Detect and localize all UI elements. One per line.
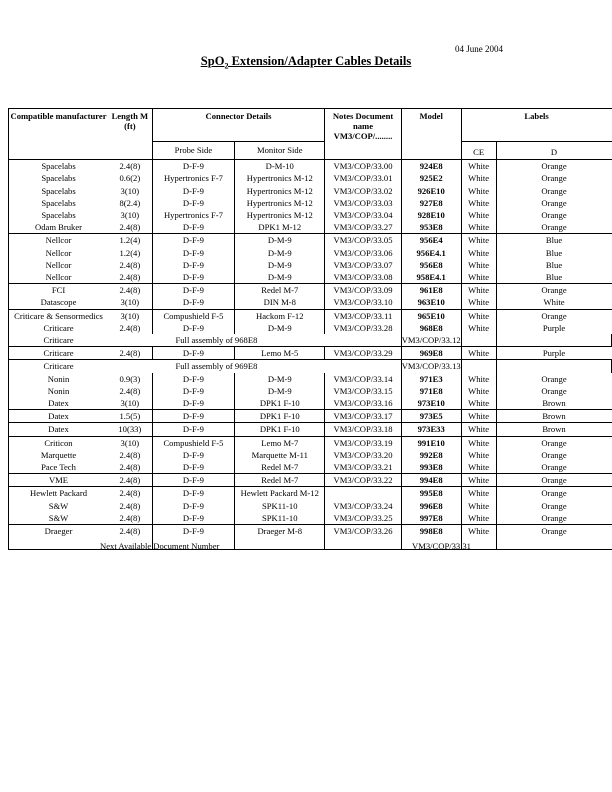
- table-row: [9, 385, 612, 397]
- d-label-cell: Orange: [496, 172, 611, 184]
- manufacturer-cell: Criticare: [9, 322, 109, 334]
- document-name-cell: VM3/COP/33.03: [325, 197, 401, 209]
- ce-label-cell: White: [461, 423, 496, 436]
- monitor-side-cell: Hewlett Packard M-12: [235, 487, 325, 500]
- probe-side-cell: Hypertronics F-7: [152, 172, 234, 184]
- manufacturer-cell: Criticare: [9, 334, 109, 347]
- document-date: 04 June 2004: [455, 44, 503, 54]
- ce-label-cell: White: [461, 271, 496, 284]
- length-cell: 2.4(8): [119, 322, 141, 333]
- monitor-side-cell: SPK11-10: [235, 500, 325, 512]
- ce-label-cell: White: [461, 436, 496, 449]
- monitor-side-cell: Redel M-7: [235, 461, 325, 474]
- footer-next-document-number: VM3/COP/33.31: [412, 541, 471, 551]
- length-cell: 2.4(8): [119, 272, 141, 283]
- model-cell: 971E8: [401, 385, 461, 397]
- model-cell: 998E8: [401, 525, 461, 538]
- manufacturer-cell: S&W: [9, 512, 109, 525]
- model-cell: 961E8: [401, 284, 461, 297]
- manufacturer-cell: Datex: [9, 397, 109, 410]
- monitor-side-cell: D-M-9: [235, 385, 325, 397]
- length-cell: 2.4(8): [119, 385, 141, 396]
- document-name-cell: VM3/COP/33.27: [325, 221, 401, 234]
- monitor-side-cell: Redel M-7: [235, 474, 325, 487]
- header-ce: CE: [461, 142, 496, 160]
- d-label-cell: Orange: [496, 373, 611, 385]
- header-probe-side: Probe Side: [152, 142, 234, 160]
- header-connector-details: Connector Details: [152, 109, 325, 142]
- ce-label-cell: White: [461, 373, 496, 385]
- manufacturer-cell: Datascope: [9, 296, 109, 309]
- length-cell: 8(2.4): [119, 197, 141, 208]
- monitor-side-cell: DPK1 F-10: [235, 397, 325, 410]
- model-cell: 956E4.1: [401, 247, 461, 259]
- table-row: [9, 334, 612, 347]
- ce-label-cell: [496, 360, 611, 373]
- ce-label-cell: White: [461, 284, 496, 297]
- manufacturer-cell: Nellcor: [9, 247, 109, 259]
- monitor-side-cell: D-M-9: [235, 247, 325, 259]
- probe-side-cell: D-F-9: [152, 322, 234, 334]
- ce-label-cell: White: [461, 410, 496, 423]
- table-row: [9, 322, 612, 334]
- ce-label-cell: White: [461, 221, 496, 234]
- manufacturer-cell: S&W: [9, 500, 109, 512]
- length-cell: 1.5(5): [108, 410, 152, 423]
- document-name-cell: VM3/COP/33.14: [325, 373, 401, 385]
- d-label-cell: Orange: [496, 487, 611, 500]
- d-label-cell: Purple: [496, 347, 611, 360]
- manufacturer-cell: Spacelabs: [9, 172, 109, 184]
- document-name-cell: VM3/COP/33.22: [325, 474, 401, 487]
- probe-side-cell: D-F-9: [152, 221, 234, 234]
- probe-side-cell: D-F-9: [152, 410, 234, 423]
- ce-label-cell: White: [461, 185, 496, 197]
- model-cell: 993E8: [401, 461, 461, 474]
- ce-label-cell: White: [461, 385, 496, 397]
- ce-label-cell: White: [461, 247, 496, 259]
- ce-label-cell: White: [461, 309, 496, 322]
- manufacturer-cell: Hewlett Packard: [9, 487, 109, 500]
- manufacturer-cell: Marquette: [9, 449, 109, 461]
- d-label-cell: Purple: [496, 322, 611, 334]
- probe-side-cell: D-F-9: [152, 487, 234, 500]
- length-cell: 1.2(4): [108, 234, 152, 247]
- d-label-cell: Blue: [496, 247, 611, 259]
- probe-side-cell: D-F-9: [152, 525, 234, 538]
- ce-label-cell: White: [461, 197, 496, 209]
- model-cell: 956E4: [401, 234, 461, 247]
- header-labels: Labels: [461, 109, 611, 142]
- document-name-cell: VM3/COP/33.04: [325, 209, 401, 221]
- table-row: [9, 449, 612, 461]
- model-cell: 956E8: [401, 259, 461, 271]
- model-cell: 973E5: [401, 410, 461, 423]
- monitor-side-cell: D-M-10: [235, 160, 325, 173]
- page-title: [0, 54, 612, 71]
- ce-label-cell: White: [461, 296, 496, 309]
- document-name-cell: VM3/COP/33.11: [325, 309, 401, 322]
- monitor-spacer-cell: [325, 360, 401, 373]
- table-row: [9, 461, 612, 474]
- length-cell: 1.2(4): [119, 247, 141, 258]
- length-cell: 10(33): [108, 423, 152, 436]
- model-cell: 996E8: [401, 500, 461, 512]
- ce-label-cell: White: [461, 487, 496, 500]
- probe-side-cell: Compushield F-5: [152, 436, 234, 449]
- document-name-cell: VM3/COP/33.29: [325, 347, 401, 360]
- probe-side-cell: D-F-9: [152, 284, 234, 297]
- table-row: [9, 247, 612, 259]
- length-cell: 2.4(8): [108, 487, 152, 500]
- monitor-side-cell: Redel M-7: [235, 284, 325, 297]
- probe-side-cell: Compushield F-5: [152, 309, 234, 322]
- probe-side-cell: D-F-9: [152, 461, 234, 474]
- document-name-cell: VM3/COP/33.19: [325, 436, 401, 449]
- manufacturer-cell: Pace Tech: [9, 461, 109, 474]
- header-notes: Notes Document name VM3/COP/........: [325, 109, 401, 160]
- table-row: [9, 360, 612, 373]
- d-label-cell: White: [496, 296, 611, 309]
- d-label-cell: Orange: [496, 160, 611, 173]
- table-row: [9, 172, 612, 184]
- d-label-cell: Brown: [496, 397, 611, 410]
- length-cell: 2.4(8): [108, 160, 152, 173]
- document-name-cell: VM3/COP/33.10: [325, 296, 401, 309]
- document-name-cell: VM3/COP/33.20: [325, 449, 401, 461]
- monitor-side-cell: Lemo M-5: [235, 347, 325, 360]
- header-d: D: [496, 142, 611, 160]
- monitor-side-cell: Hypertronics M-12: [235, 209, 325, 221]
- model-cell: 965E10: [401, 309, 461, 322]
- length-cell: 3(10): [120, 398, 140, 409]
- table-row: [9, 209, 612, 221]
- ce-label-cell: White: [461, 525, 496, 538]
- spacer-cell: [9, 537, 109, 550]
- length-cell: 2.4(8): [119, 222, 141, 233]
- table-row: [9, 410, 612, 423]
- probe-side-cell: D-F-9: [152, 259, 234, 271]
- assembly-note-cell: Full assembly of 968E8: [175, 335, 258, 346]
- model-cell: [461, 334, 496, 347]
- length-cell: 2.4(8): [108, 474, 152, 487]
- length-cell: 2.4(8): [108, 525, 152, 538]
- length-cell: 0.6(2): [119, 173, 141, 184]
- document-name-cell: VM3/COP/33.24: [325, 500, 401, 512]
- document-name-cell: VM3/COP/33.08: [325, 271, 401, 284]
- model-cell: 963E10: [401, 296, 461, 309]
- ce-label-cell: White: [461, 172, 496, 184]
- document-name-cell: VM3/COP/33.25: [325, 512, 401, 525]
- ce-label-cell: White: [461, 461, 496, 474]
- manufacturer-cell: Spacelabs: [9, 160, 109, 173]
- ce-label-cell: White: [461, 259, 496, 271]
- document-name-cell: VM3/COP/33.00: [325, 160, 401, 173]
- table-row: [9, 397, 612, 410]
- table-row: [9, 525, 612, 538]
- model-cell: 926E10: [401, 185, 461, 197]
- manufacturer-cell: Nonin: [9, 373, 109, 385]
- model-cell: 995E8: [401, 487, 461, 500]
- probe-side-cell: D-F-9: [152, 449, 234, 461]
- ce-label-cell: White: [461, 449, 496, 461]
- monitor-side-cell: Hypertronics M-12: [235, 197, 325, 209]
- model-cell: 925E2: [401, 172, 461, 184]
- ce-label-cell: White: [461, 347, 496, 360]
- manufacturer-cell: Nellcor: [9, 259, 109, 271]
- model-cell: 928E10: [401, 209, 461, 221]
- table-row: [9, 309, 612, 322]
- length-cell: 3(10): [120, 297, 140, 308]
- document-name-cell: VM3/COP/33.06: [325, 247, 401, 259]
- length-cell: 2.4(8): [119, 462, 141, 473]
- probe-side-cell: D-F-9: [152, 185, 234, 197]
- manufacturer-cell: Nellcor: [9, 234, 109, 247]
- probe-side-cell: D-F-9: [152, 296, 234, 309]
- title-prefix: SpO: [200, 54, 225, 68]
- length-cell: 3(10): [120, 210, 140, 220]
- document-name-cell: [325, 487, 401, 500]
- model-cell: 927E8: [401, 197, 461, 209]
- table-row: [9, 512, 612, 525]
- table-row: [9, 500, 612, 512]
- model-cell: 953E8: [401, 221, 461, 234]
- monitor-side-cell: DPK1 F-10: [235, 423, 325, 436]
- table-row: [9, 423, 612, 436]
- d-label-cell: Brown: [496, 410, 611, 423]
- d-label-cell: Orange: [496, 512, 611, 525]
- d-label-cell: Orange: [496, 436, 611, 449]
- d-label-cell: Orange: [496, 197, 611, 209]
- model-cell: 968E8: [401, 322, 461, 334]
- d-label-cell: Orange: [496, 209, 611, 221]
- d-label-cell: Orange: [496, 449, 611, 461]
- monitor-side-cell: Hackom F-12: [235, 309, 325, 322]
- monitor-side-cell: Lemo M-7: [235, 436, 325, 449]
- monitor-side-cell: DPK1 F-10: [235, 410, 325, 423]
- document-name-cell: VM3/COP/33.12: [401, 335, 461, 346]
- probe-side-cell: D-F-9: [152, 474, 234, 487]
- cables-table: [8, 108, 612, 552]
- model-cell: 997E8: [401, 512, 461, 525]
- monitor-side-cell: D-M-9: [235, 322, 325, 334]
- document-name-cell: VM3/COP/33.21: [325, 461, 401, 474]
- model-cell: 971E3: [401, 373, 461, 385]
- d-label-cell: Blue: [496, 271, 611, 284]
- model-cell: 991E10: [401, 436, 461, 449]
- probe-side-cell: D-F-9: [152, 234, 234, 247]
- d-label-cell: Orange: [496, 284, 611, 297]
- table-row: [9, 284, 612, 297]
- d-label-cell: Brown: [496, 423, 611, 436]
- table-row: [9, 487, 612, 500]
- d-label-cell: Orange: [496, 474, 611, 487]
- header-model: Model: [401, 109, 461, 160]
- monitor-side-cell: D-M-9: [235, 234, 325, 247]
- document-name-cell: VM3/COP/33.09: [325, 284, 401, 297]
- manufacturer-cell: Spacelabs: [9, 197, 109, 209]
- header-manufacturer: Compatible manufacturer: [9, 109, 109, 160]
- length-cell: 2.4(8): [119, 512, 141, 523]
- document-name-cell: VM3/COP/33.13: [401, 361, 461, 372]
- probe-side-cell: D-F-9: [152, 247, 234, 259]
- model-cell: 969E8: [401, 347, 461, 360]
- d-label-cell: Orange: [496, 500, 611, 512]
- ce-label-cell: [496, 334, 611, 347]
- table-row: [9, 296, 612, 309]
- probe-side-cell: D-F-9: [152, 512, 234, 525]
- manufacturer-cell: Criticare & Sensormedics: [9, 309, 109, 322]
- ce-label-cell: White: [461, 234, 496, 247]
- manufacturer-cell: Datex: [9, 410, 109, 423]
- manufacturer-cell: Spacelabs: [9, 185, 109, 197]
- ce-label-cell: White: [461, 474, 496, 487]
- probe-side-cell: D-F-9: [152, 160, 234, 173]
- document-name-cell: VM3/COP/33.18: [325, 423, 401, 436]
- probe-side-cell: D-F-9: [152, 397, 234, 410]
- title-subscript: 2: [224, 61, 229, 71]
- monitor-side-cell: Marquette M-11: [235, 449, 325, 461]
- model-cell: 992E8: [401, 449, 461, 461]
- d-label-cell: Orange: [496, 221, 611, 234]
- document-name-cell: VM3/COP/33.01: [325, 172, 401, 184]
- probe-side-cell: D-F-9: [152, 373, 234, 385]
- monitor-side-cell: D-M-9: [235, 373, 325, 385]
- manufacturer-cell: Odam Bruker: [9, 221, 109, 234]
- title-text: Extension/Adapter Cables Details: [228, 54, 412, 68]
- table-row: [9, 474, 612, 487]
- model-cell: 973E10: [401, 397, 461, 410]
- spacer-cell: [325, 537, 401, 550]
- model-cell: 973E33: [401, 423, 461, 436]
- d-label-cell: Blue: [496, 234, 611, 247]
- monitor-side-cell: Draeger M-8: [235, 525, 325, 538]
- probe-side-cell: D-F-9: [152, 500, 234, 512]
- model-cell: 958E4.1: [401, 271, 461, 284]
- model-cell: 924E8: [401, 160, 461, 173]
- probe-side-cell: D-F-9: [152, 197, 234, 209]
- header-monitor-side: Monitor Side: [235, 142, 325, 160]
- document-name-cell: VM3/COP/33.15: [325, 385, 401, 397]
- manufacturer-cell: Nonin: [9, 385, 109, 397]
- ce-label-cell: White: [461, 209, 496, 221]
- length-cell: 0.9(3): [119, 373, 141, 384]
- document-name-cell: VM3/COP/33.05: [325, 234, 401, 247]
- monitor-side-cell: DIN M-8: [235, 296, 325, 309]
- length-cell: 2.4(8): [119, 500, 141, 511]
- table-row: [9, 373, 612, 385]
- length-cell: 2.4(8): [108, 284, 152, 297]
- probe-side-cell: D-F-9: [152, 271, 234, 284]
- length-cell: 3(10): [108, 436, 152, 449]
- length-cell: 2.4(8): [119, 449, 141, 460]
- d-label-cell: Orange: [496, 525, 611, 538]
- spacer-cell: [235, 537, 325, 550]
- length-cell: 3(10): [108, 309, 152, 322]
- table-row: [9, 185, 612, 197]
- footer-label: Next Available Document Number: [100, 541, 220, 551]
- manufacturer-cell: Nellcor: [9, 271, 109, 284]
- manufacturer-cell: Draeger: [9, 525, 109, 538]
- length-cell: 2.4(8): [119, 259, 141, 270]
- probe-side-cell: D-F-9: [152, 347, 234, 360]
- document-name-cell: VM3/COP/33.07: [325, 259, 401, 271]
- monitor-side-cell: Hypertronics M-12: [235, 185, 325, 197]
- table-body: [9, 160, 612, 553]
- length-cell: 2.4(8): [108, 347, 152, 360]
- d-label-cell: Orange: [496, 461, 611, 474]
- table-row: [9, 160, 612, 173]
- model-cell: [461, 360, 496, 373]
- table-row: [9, 347, 612, 360]
- probe-side-cell: Hypertronics F-7: [152, 209, 234, 221]
- d-label-cell: Orange: [496, 385, 611, 397]
- assembly-note-cell: Full assembly of 969E8: [108, 360, 325, 373]
- length-cell: 3(10): [120, 185, 140, 196]
- header-length: Length M (ft): [108, 109, 152, 160]
- table-row: [9, 259, 612, 271]
- monitor-side-cell: DPK1 M-12: [235, 221, 325, 234]
- document-name-cell: VM3/COP/33.17: [325, 410, 401, 423]
- document-name-cell: VM3/COP/33.02: [325, 185, 401, 197]
- manufacturer-cell: VME: [9, 474, 109, 487]
- table-row: [9, 436, 612, 449]
- table-row: [9, 271, 612, 284]
- manufacturer-cell: Spacelabs: [9, 209, 109, 221]
- ce-label-cell: White: [461, 160, 496, 173]
- d-label-cell: Orange: [496, 185, 611, 197]
- ce-label-cell: White: [461, 322, 496, 334]
- d-label-cell: Blue: [496, 259, 611, 271]
- monitor-side-cell: D-M-9: [235, 271, 325, 284]
- model-cell: 994E8: [401, 474, 461, 487]
- table-row: [9, 234, 612, 247]
- monitor-side-cell: D-M-9: [235, 259, 325, 271]
- manufacturer-cell: Criticare: [9, 360, 109, 373]
- document-name-cell: VM3/COP/33.16: [325, 397, 401, 410]
- bottom-rule-cell: [9, 550, 612, 553]
- document-name-cell: VM3/COP/33.28: [325, 322, 401, 334]
- monitor-side-cell: Hypertronics M-12: [235, 172, 325, 184]
- manufacturer-cell: FCI: [9, 284, 109, 297]
- manufacturer-cell: Criticare: [9, 347, 109, 360]
- ce-label-cell: White: [461, 397, 496, 410]
- probe-side-cell: D-F-9: [152, 385, 234, 397]
- manufacturer-cell: Criticon: [9, 436, 109, 449]
- d-label-cell: Orange: [496, 309, 611, 322]
- probe-side-cell: D-F-9: [152, 423, 234, 436]
- ce-label-cell: White: [461, 512, 496, 525]
- monitor-side-cell: SPK11-10: [235, 512, 325, 525]
- manufacturer-cell: Datex: [9, 423, 109, 436]
- ce-label-cell: White: [461, 500, 496, 512]
- spacer-cell: [496, 537, 611, 550]
- monitor-spacer-cell: [325, 334, 401, 347]
- table-row: [9, 197, 612, 209]
- document-name-cell: VM3/COP/33.26: [325, 525, 401, 538]
- table-row: [9, 221, 612, 234]
